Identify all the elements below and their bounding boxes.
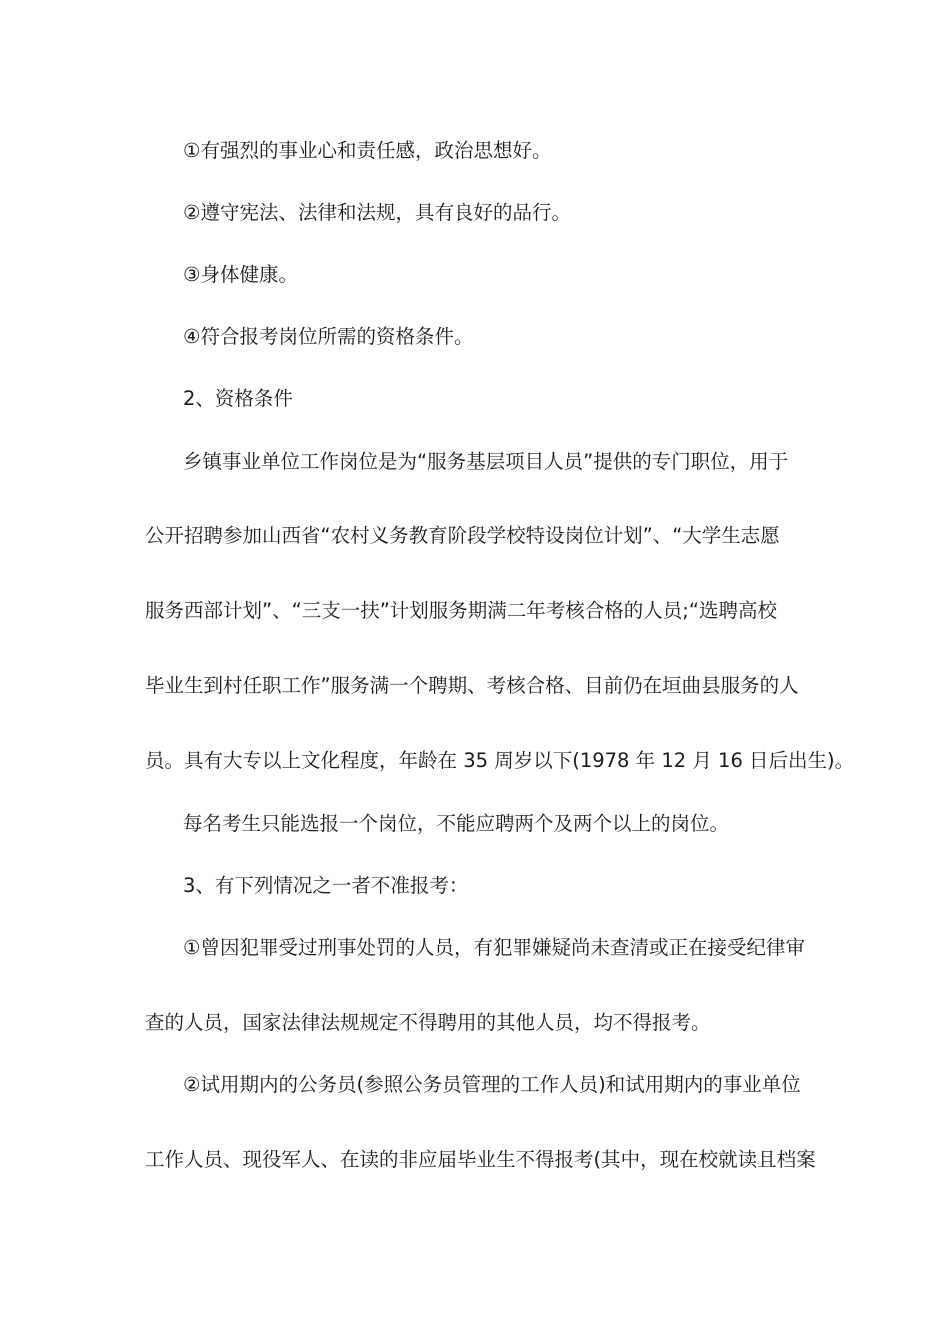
paragraph-line: ②试用期内的公务员(参照公务员管理的工作人员)和试用期内的事业单位	[183, 1073, 801, 1096]
requirement-1: ①有强烈的事业心和责任感，政治思想好。	[183, 139, 552, 162]
section-heading-exclusions: 3、有下列情况之一者不准报考：	[183, 874, 469, 897]
requirement-2: ②遵守宪法、法律和法规，具有良好的品行。	[183, 201, 571, 224]
paragraph-line: 公开招聘参加山西省“农村义务教育阶段学校特设岗位计划”、“大学生志愿	[145, 524, 780, 547]
paragraph-line: ①曾因犯罪受过刑事处罚的人员，有犯罪嫌疑尚未查清或正在接受纪律审	[183, 936, 805, 959]
paragraph-line: 服务西部计划”、“三支一扶”计划服务期满二年考核合格的人员;“选聘高校	[145, 599, 777, 622]
paragraph-line: 查的人员，国家法律法规规定不得聘用的其他人员，均不得报考。	[145, 1011, 711, 1034]
paragraph-line: 乡镇事业单位工作岗位是为“服务基层项目人员”提供的专门职位，用于	[183, 450, 789, 473]
requirement-4: ④符合报考岗位所需的资格条件。	[183, 325, 474, 348]
paragraph-line: 员。具有大专以上文化程度，年龄在 35 周岁以下(1978 年 12 月 16 日后出生)。	[145, 749, 855, 772]
paragraph-line: 每名考生只能选报一个岗位，不能应聘两个及两个以上的岗位。	[183, 812, 730, 835]
requirement-3: ③身体健康。	[183, 263, 298, 286]
paragraph-line: 工作人员、现役军人、在读的非应届毕业生不得报考(其中，现在校就读且档案	[145, 1148, 816, 1171]
section-heading-qualifications: 2、资格条件	[183, 387, 293, 410]
paragraph-line: 毕业生到村任职工作”服务满一个聘期、考核合格、目前仍在垣曲县服务的人	[145, 674, 799, 697]
